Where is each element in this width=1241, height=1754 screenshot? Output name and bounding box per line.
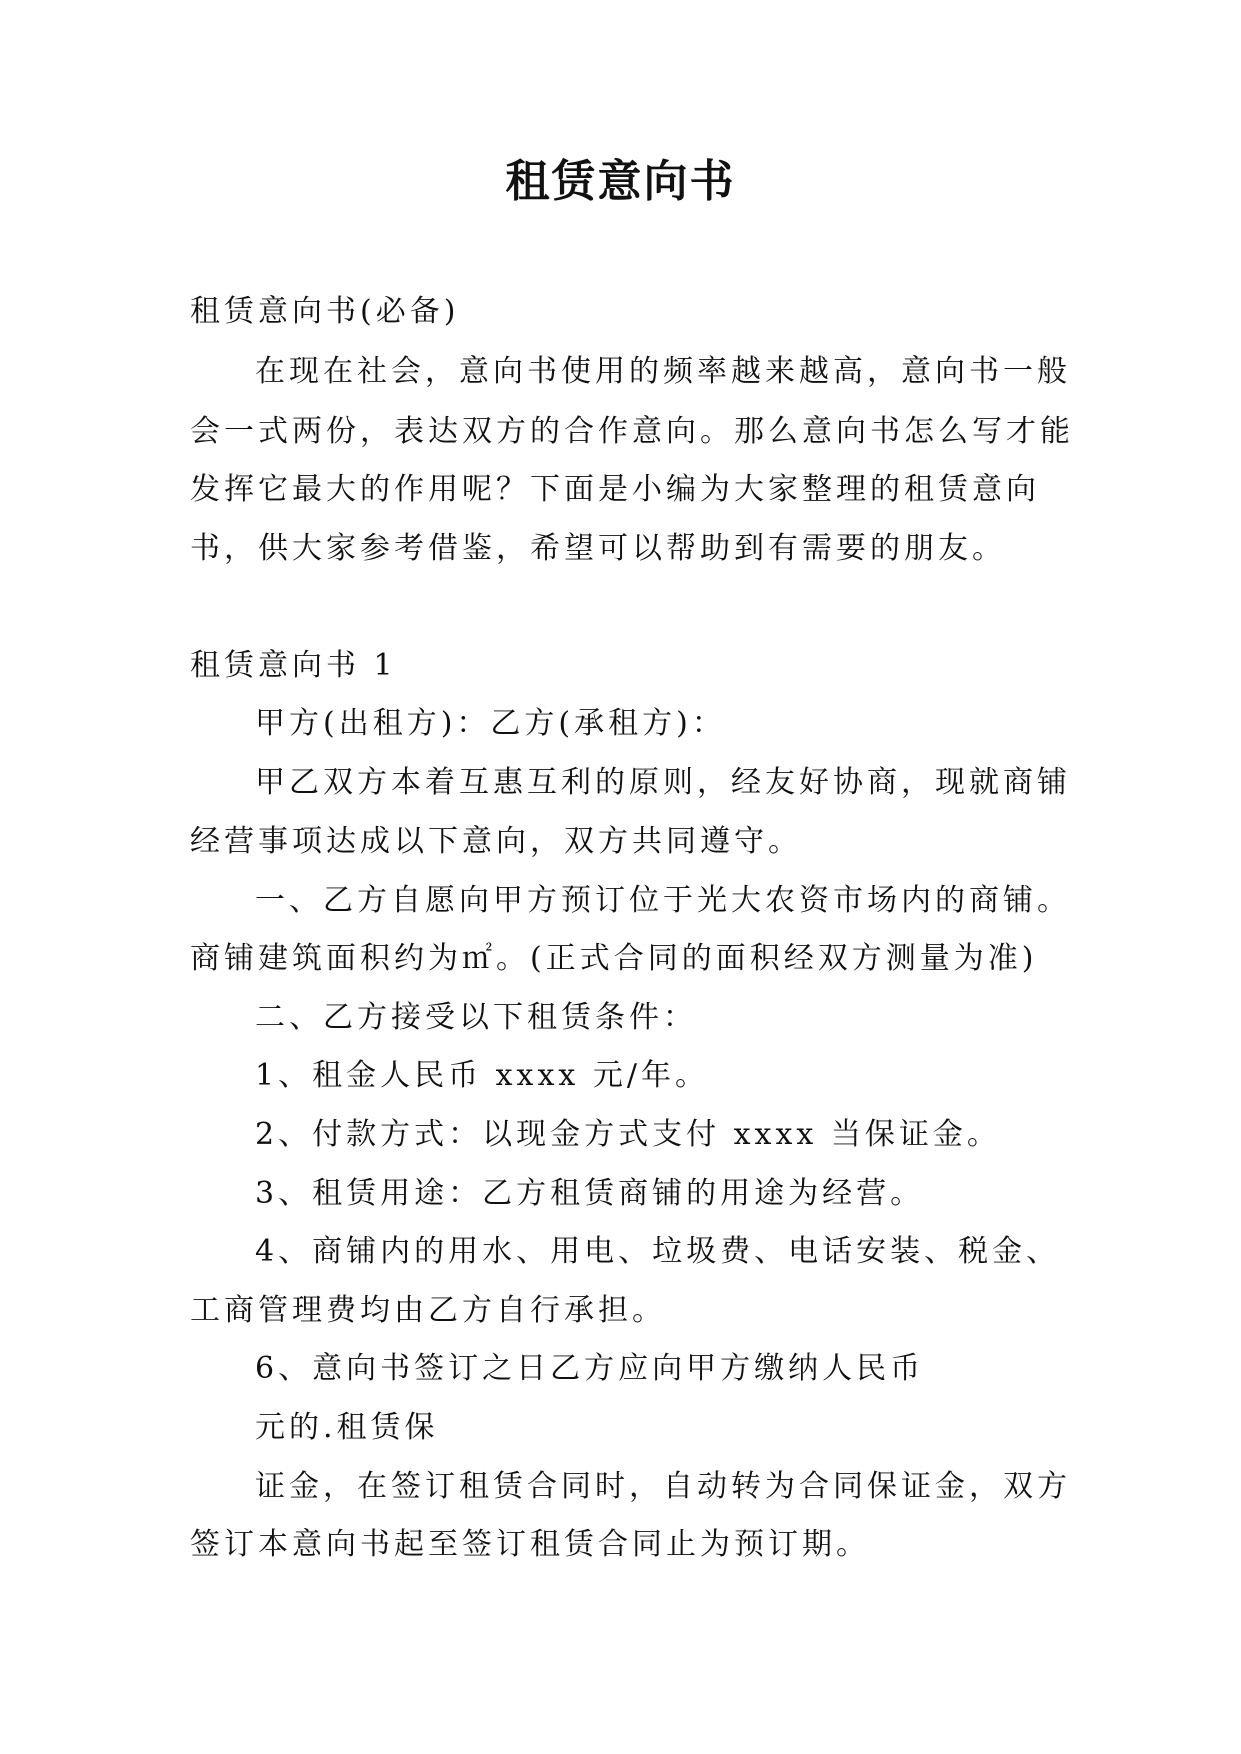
paragraph-line: 甲方(出租方)：乙方(承租方)： <box>255 706 726 741</box>
paragraph-line: 会一式两份，表达双方的合作意向。那么意向书怎么写才能 <box>190 414 1074 449</box>
paragraph-line: 租赁意向书 1 <box>190 648 397 683</box>
document-title: 租赁意向书 <box>505 156 736 207</box>
paragraph-line: 3、租赁用途：乙方租赁商铺的用途为经营。 <box>255 1176 925 1211</box>
paragraph-line: 租赁意向书(必备) <box>190 294 460 329</box>
paragraph-line: 4、商铺内的用水、用电、垃圾费、电话安装、税金、 <box>255 1234 1061 1269</box>
paragraph-line: 元的.租赁保 <box>255 1410 439 1445</box>
paragraph-line: 发挥它最大的作用呢？下面是小编为大家整理的租赁意向 <box>190 472 1040 507</box>
paragraph-line: 6、意向书签订之日乙方应向甲方缴纳人民币 <box>255 1351 925 1386</box>
paragraph-line: 在现在社会，意向书使用的频率越来越高，意向书一般 <box>255 354 1071 389</box>
paragraph-line: 2、付款方式：以现金方式支付 xxxx 当保证金。 <box>255 1117 1001 1152</box>
paragraph-line: 书，供大家参考借鉴，希望可以帮助到有需要的朋友。 <box>190 531 1006 566</box>
paragraph-line: 一、乙方自愿向甲方预订位于光大农资市场内的商铺。 <box>255 883 1071 918</box>
paragraph-line: 甲乙双方本着互惠互利的原则，经友好协商，现就商铺 <box>255 765 1071 800</box>
paragraph-line: 经营事项达成以下意向，双方共同遵守。 <box>190 824 802 859</box>
paragraph-line: 证金，在签订租赁合同时，自动转为合同保证金，双方 <box>255 1469 1071 1504</box>
paragraph-line: 商铺建筑面积约为㎡。(正式合同的面积经双方测量为准) <box>190 941 1038 976</box>
paragraph-line: 签订本意向书起至签订租赁合同止为预订期。 <box>190 1527 870 1562</box>
paragraph-line: 1、租金人民币 xxxx 元/年。 <box>255 1058 709 1093</box>
paragraph-line: 二、乙方接受以下租赁条件： <box>255 1000 697 1035</box>
paragraph-line: 工商管理费均由乙方自行承担。 <box>190 1293 666 1328</box>
